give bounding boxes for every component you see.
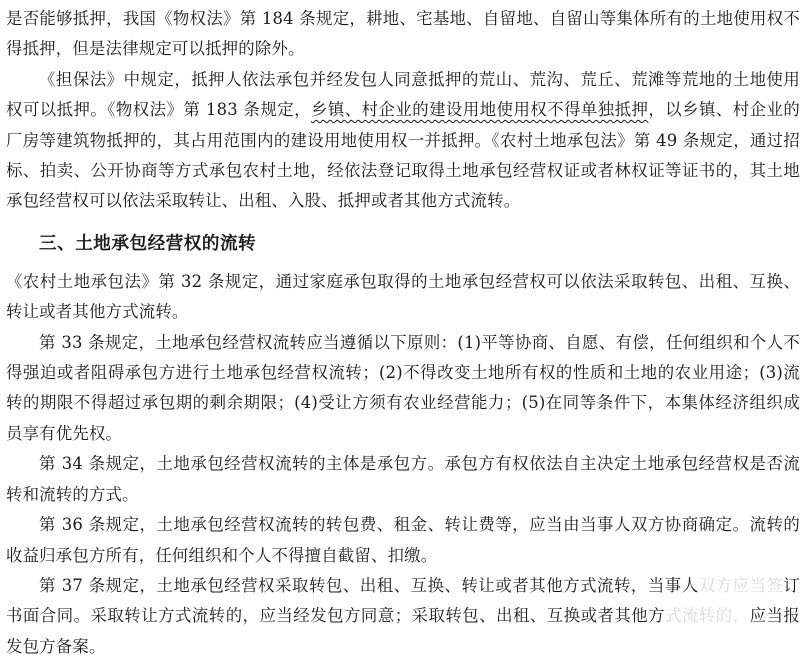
- article-37-text-a: 第 37 条规定，土地承包经营权采取转包、出租、互换、转让或者其他方式流转，当事人: [39, 575, 699, 595]
- paragraph-mortgage-restrictions: 是否能够抵押，我国《物权法》第 184 条规定，耕地、宅基地、自留地、自留山等集体所有的土地使用权不得抵押，但是法律规定可以抵押的除外。: [6, 9, 800, 59]
- paragraph-article-34: 第 34 条规定，土地承包经营权流转的主体是承包方。承包方有权依法自主决定土地承包经营权是否流转和流转的方式。: [6, 454, 800, 504]
- paragraph-article-37: [6, 571, 800, 662]
- article-37-faded-text-1: 双方应当签: [698, 575, 784, 595]
- section-heading: 三、土地承包经营权的流转: [39, 233, 257, 254]
- article-37-text-e: 应当报发包方备案。: [6, 606, 800, 656]
- paragraph-article-36: 第 36 条规定，土地承包经营权流转的转包费、租金、转让费等，应当由当事人双方协商确定。流转的收益归承包方所有，任何组织和个人不得擅自截留、扣缴。: [6, 515, 800, 565]
- article-37-faded-text-2: 式流转的，: [665, 606, 750, 626]
- paragraph-guarantee-law: [6, 65, 800, 217]
- paragraph-text-after: ，以乡镇、村企业的厂房等建筑物抵押的，其占用范围内的建设用地使用权一并抵押。《农村土地承包法》第 49 条规定，通过招标、拍卖、公开协商等方式承包农村土地，经依法登记取得土地承包经营权证或者林权证等证书的，其土地承包经营权可以依法采取转让、出租、入股、抵押或者其他方式流转。: [6, 100, 800, 211]
- paragraph-article-32: 《农村土地承包法》第 32 条规定，通过家庭承包取得的土地承包经营权可以依法采取转包、出租、互换、转让或者其他方式流转。: [6, 271, 800, 322]
- paragraph-article-33: 第 33 条规定，土地承包经营权流转应当遵循以下原则：(1)平等协商、自愿、有偿，任何组织和个人不得强迫或者阻碍承包方进行土地承包经营权流转；(2)不得改变土地所有权的性质和土地的农业用途；(3)流转的期限不得超过承包期的剩余期限；(4)受让方须有农业经营能力；(5)在同等条件下，本集体经济组织成员享有优先权。: [6, 332, 800, 443]
- paragraph-text-before: 《担保法》中规定，抵押人依法承包并经发包人同意抵押的荒山、荒沟、荒丘、荒滩等荒地的土地使用权可以抵押。《物权法》第 183 条规定，: [6, 69, 800, 120]
- article-37-text-c: 订书面合同。采取转让方式流转的，应当经发包方同意；采取转包、出租、互换或者其他方: [6, 575, 800, 626]
- underlined-text: 乡镇、村企业的建设用地使用权不得单独抵押: [311, 100, 649, 120]
